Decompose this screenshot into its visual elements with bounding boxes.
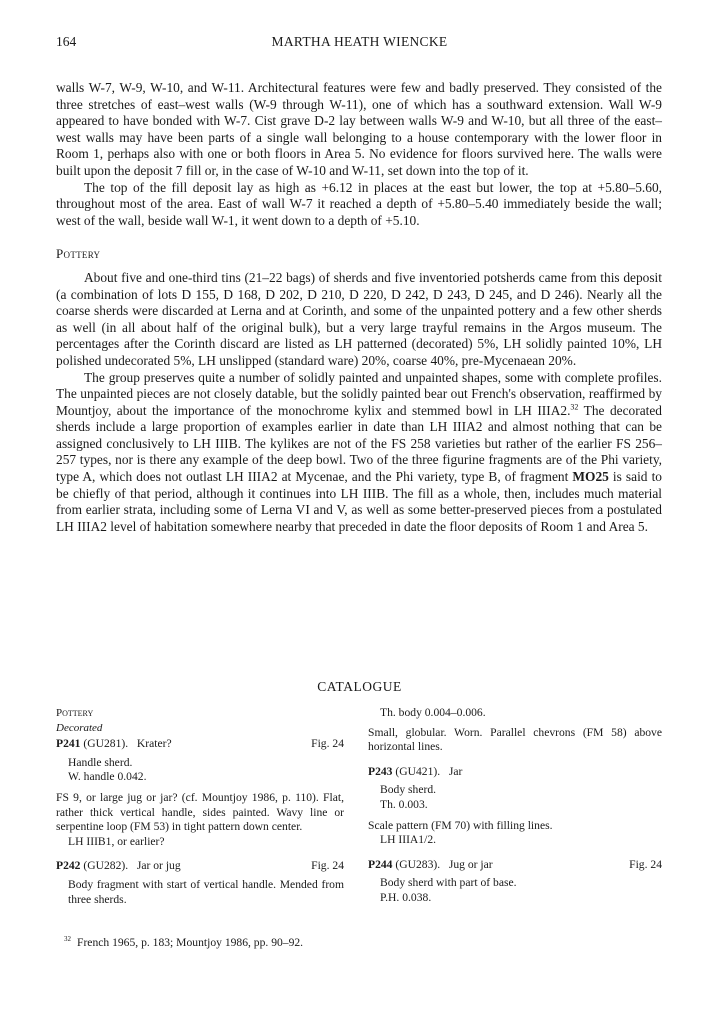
page-number: 164 <box>56 34 77 49</box>
catalogue-right-column <box>368 706 662 906</box>
entry-inventory: (GU421). <box>392 764 441 778</box>
catalogue-left-column <box>56 706 344 907</box>
catalogue-subheading: Pottery <box>56 707 94 719</box>
entry-line: Th. body 0.004–0.006. <box>380 706 486 719</box>
entry-line: Body fragment with start of vertical handle. Mended from three sherds. <box>68 877 344 906</box>
footnote-text: French 1965, p. 183; Mountjoy 1986, pp. 90–92. <box>77 936 304 949</box>
figure-reference: Fig. 24 <box>629 857 662 871</box>
catalogue-entry-p242 <box>56 859 344 874</box>
entry-id: P242 <box>56 859 81 873</box>
entry-line: Th. 0.003. <box>380 797 428 811</box>
entry-line: W. handle 0.042. <box>68 770 147 784</box>
catalogue-entry-p241 <box>56 737 344 752</box>
footnote-number: 32 <box>64 935 71 944</box>
text-run: The group preserves quite a number of solidly painted and unpainted shapes, some with complete profiles. The unpainted pieces are not closely datable, but the solidly painted bear out French's observation, reaffirmed by Mountjoy, about the importance of the monochrome kylix and stemmed bowl in LH IIIA2. <box>56 369 662 418</box>
entry-id: P241 <box>56 737 81 751</box>
entry-line: Handle sherd. <box>68 755 133 769</box>
entry-description: Krater? <box>136 737 172 751</box>
footnote-marker: 32 <box>570 402 579 412</box>
body-text <box>56 80 662 535</box>
entry-date: LH IIIB1, or earlier? <box>68 834 165 848</box>
entry-line: Body sherd with part of base. <box>380 876 517 890</box>
entry-note: Small, globular. Worn. Parallel chevrons (FM 58) above horizontal lines. <box>368 725 662 754</box>
section-heading: Pottery <box>56 246 101 262</box>
paragraph <box>56 370 662 536</box>
entry-line: Body sherd. <box>380 783 437 797</box>
catalogue-title: CATALOGUE <box>317 679 402 694</box>
entry-date: LH IIIA1/2. <box>380 833 437 847</box>
footnote <box>64 936 303 950</box>
entry-inventory: (GU282). <box>80 859 129 873</box>
entry-description: Jar <box>448 764 463 778</box>
paragraph: About five and one-third tins (21–22 bags) of sherds and five inventoried potsherds came from this deposit (a combination of lots D 155, D 168, D 202, D 210, D 220, D 242, D 243, D 245, and D 246). Nearly all the coarse sherds were discarded at Lerna and at Corinth, and some of the unpainted pottery and a few other sherds as well (in all about half of the original bulk), but a very large trayful remains in the Argos museum. The percentages after the Corinth discard are listed as LH patterned (decorated) 5%, LH solidly painted 10%, LH polished undecorated 5%, LH unslipped (standard ware) 20%, coarse 40%, pre-Mycenaean 20%. <box>56 269 662 368</box>
figure-reference: Fig. 24 <box>311 859 344 873</box>
entry-id: P243 <box>368 764 393 778</box>
entry-note: FS 9, or large jug or jar? (cf. Mountjoy 1986, p. 110). Flat, rather thick vertical handle, sides painted. Wavy line or serpentine loop (FM 53) in tight pattern down center. <box>56 790 344 834</box>
text-run: The decorated sherds include a large proportion of examples earlier in date than LH IIIA2 and almost nothing that can be assigned conclusively to LH IIIB. The kylikes are not of the FS 258 varieties but rather of the earlier FS 256–257 types, nor is there any example of the deep bowl. Two of the three figurine fragments are of the Phi variety, type A, which does not outlast LH IIIA2 at Mycenae, and the Phi variety, type B, of fragment <box>56 402 663 485</box>
entry-inventory: (GU283). <box>392 857 441 871</box>
entry-line: P.H. 0.038. <box>380 890 432 904</box>
catalogue-subheading: Decorated <box>56 721 103 734</box>
catalogue-entry-p243 <box>368 765 662 780</box>
entry-note: Scale pattern (FM 70) with filling lines. <box>368 818 553 832</box>
figure-reference: Fig. 24 <box>311 737 344 751</box>
text-run: is said to be chiefly of that period, although it continues into LH IIIB. The fill as a whole, then, includes much material from earlier strata, including some of Lerna VI and V, as well as some better-preserved pieces from a postulated LH IIIA2 level of habitation somewhere nearby that preceded in date the floor deposits of Room 1 and Area 5. <box>56 469 662 534</box>
catalogue-entry-p244 <box>368 858 662 873</box>
paragraph: The top of the fill deposit lay as high as +6.12 in places at the east but lower, the top at +5.80–5.60, throughout most of the area. East of wall W-7 it reached a depth of +5.80–5.40 immediately beside the wall; west of the wall, beside wall W-1, it went down to a depth of +5.10. <box>56 179 662 228</box>
entry-description: Jug or jar <box>448 857 493 871</box>
paragraph: walls W-7, W-9, W-10, and W-11. Architectural features were few and badly preserved. They consisted of the three stretches of east–west walls (W-9 through W-11), one of which has a southward extension. Wall W-9 appeared to have bonded with W-7. Cist grave D-2 lay between walls W-9 and W-10, but all three of the east–west walls may have been parts of a single wall belonging to a house contemporary with the lower floor in Room 1, perhaps also with one or both floors in Area 5. No evidence for floors survived here. The walls were built upon the deposit 7 fill or, in the case of W-10 and W-11, set down into the top of it. <box>56 80 662 178</box>
figurine-reference: MO25 <box>572 469 609 485</box>
entry-inventory: (GU281). <box>80 737 129 751</box>
running-head <box>56 34 663 54</box>
entry-description: Jar or jug <box>136 859 181 873</box>
running-title: MARTHA HEATH WIENCKE <box>271 34 448 49</box>
entry-id: P244 <box>368 857 393 871</box>
